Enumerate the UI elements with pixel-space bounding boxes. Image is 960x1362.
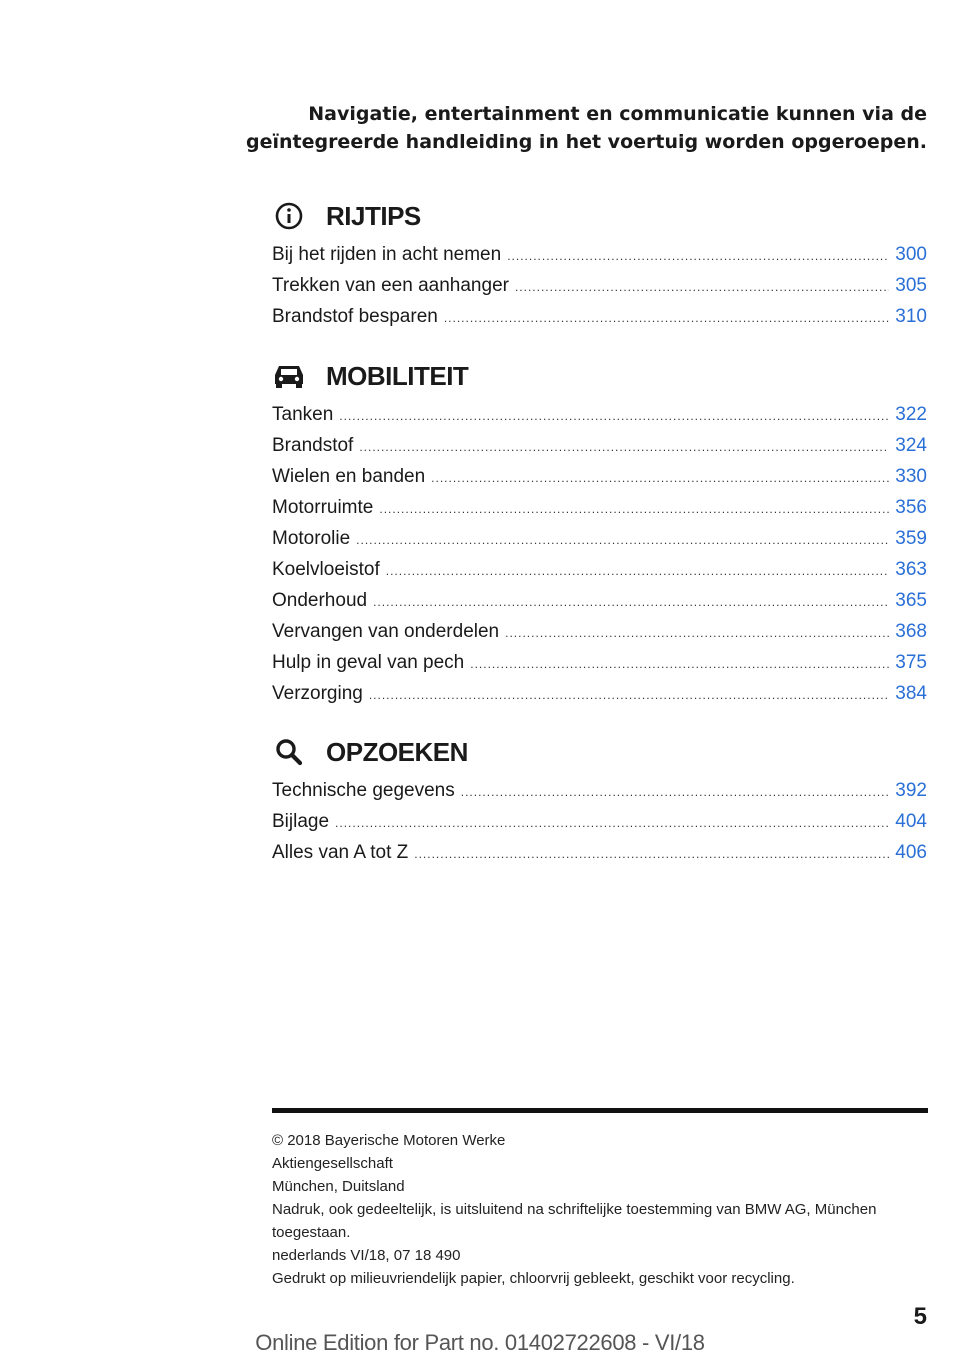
page-number: 5 [913, 1303, 927, 1330]
search-icon [272, 735, 306, 769]
entry-title: Trekken van een aanhanger [272, 275, 509, 296]
entry-title: Motorruimte [272, 497, 374, 518]
toc-entry[interactable] [272, 559, 927, 590]
toc-entry[interactable] [272, 652, 927, 683]
intro-note [246, 100, 927, 156]
leader-dots [515, 280, 889, 294]
entry-title: Brandstof besparen [272, 306, 438, 327]
imprint-line: Nadruk, ook gedeeltelijk, is uitsluitend na schriftelijke toestemming van BMW AG, München toegestaan. [272, 1201, 877, 1241]
leader-dots [359, 440, 889, 454]
toc-entry[interactable] [272, 306, 927, 337]
section-rijtips [272, 196, 927, 337]
leader-dots [339, 409, 889, 423]
toc-entry[interactable] [272, 466, 927, 497]
page-link[interactable]: 300 [895, 244, 927, 265]
intro-line-1: Navigatie, entertainment en communicatie kunnen via de [308, 103, 927, 125]
imprint [272, 1108, 928, 1290]
toc-entry[interactable] [272, 435, 927, 466]
toc-entry[interactable] [272, 497, 927, 528]
leader-dots [369, 688, 889, 702]
page-link[interactable]: 392 [895, 780, 927, 801]
divider [272, 1108, 928, 1113]
leader-dots [444, 311, 889, 325]
entry-title: Hulp in geval van pech [272, 652, 465, 673]
page-link[interactable]: 406 [895, 842, 927, 863]
toc-entry[interactable] [272, 244, 927, 275]
entry-title: Onderhoud [272, 590, 368, 611]
page-link[interactable]: 322 [895, 404, 927, 425]
entry-title: Brandstof [272, 435, 354, 456]
page-link[interactable]: 368 [895, 621, 927, 642]
leader-dots [461, 785, 890, 799]
toc-entry[interactable] [272, 590, 927, 621]
imprint-line: nederlands VI/18, 07 18 490 [272, 1247, 461, 1264]
entry-title: Tanken [272, 404, 334, 425]
page-link[interactable]: 404 [895, 811, 927, 832]
toc-entry[interactable] [272, 842, 927, 873]
imprint-line: Gedrukt op milieuvriendelijk papier, chloorvrij gebleekt, geschikt voor recycling. [272, 1270, 795, 1287]
page-link[interactable]: 359 [895, 528, 927, 549]
toc-entry[interactable] [272, 811, 927, 842]
section-header [272, 356, 927, 396]
leader-dots [470, 657, 889, 671]
info-icon [272, 199, 306, 233]
section-title: MOBILITEIT [326, 360, 469, 391]
leader-dots [335, 816, 889, 830]
entry-title: Bij het rijden in acht nemen [272, 244, 502, 265]
leader-dots [507, 249, 889, 263]
leader-dots [431, 471, 889, 485]
leader-dots [373, 595, 889, 609]
toc-entry[interactable] [272, 621, 927, 652]
page-link[interactable]: 356 [895, 497, 927, 518]
edition-watermark: Online Edition for Part no. 01402722608 - VI/18 [255, 1330, 705, 1355]
intro-line-2: geïntegreerde handleiding in het voertuig worden opgeroepen. [245, 131, 927, 153]
entry-title: Koelvloeistof [272, 559, 380, 580]
page-link[interactable]: 305 [895, 275, 927, 296]
leader-dots [379, 502, 889, 516]
page-link[interactable]: 330 [895, 466, 927, 487]
leader-dots [414, 847, 889, 861]
section-mobiliteit [272, 356, 927, 714]
page-link[interactable]: 310 [895, 306, 927, 327]
page-link[interactable]: 365 [895, 590, 927, 611]
entry-title: Vervangen van onderdelen [272, 621, 500, 642]
page-link[interactable]: 363 [895, 559, 927, 580]
page-link[interactable]: 384 [895, 683, 927, 704]
entry-title: Motorolie [272, 528, 351, 549]
page-link[interactable]: 324 [895, 435, 927, 456]
entry-title: Verzorging [272, 683, 363, 704]
leader-dots [505, 626, 889, 640]
car-icon [272, 359, 306, 393]
imprint-line: © 2018 Bayerische Motoren Werke [272, 1132, 506, 1149]
toc-entry[interactable] [272, 683, 927, 714]
imprint-line: Aktiengesellschaft [272, 1155, 393, 1172]
page-link[interactable]: 375 [895, 652, 927, 673]
imprint-line: München, Duitsland [272, 1178, 405, 1195]
entry-title: Wielen en banden [272, 466, 426, 487]
entry-title: Technische gegevens [272, 780, 455, 801]
entry-title: Bijlage [272, 811, 330, 832]
section-header [272, 196, 927, 236]
section-header [272, 732, 927, 772]
section-opzoeken [272, 732, 927, 873]
toc-entry[interactable] [272, 780, 927, 811]
toc-entry[interactable] [272, 275, 927, 306]
leader-dots [356, 533, 889, 547]
section-title: RIJTIPS [326, 200, 421, 231]
section-title: OPZOEKEN [326, 736, 468, 767]
toc-entry[interactable] [272, 528, 927, 559]
leader-dots [386, 564, 890, 578]
entry-title: Alles van A tot Z [272, 842, 409, 863]
toc-entry[interactable] [272, 404, 927, 435]
